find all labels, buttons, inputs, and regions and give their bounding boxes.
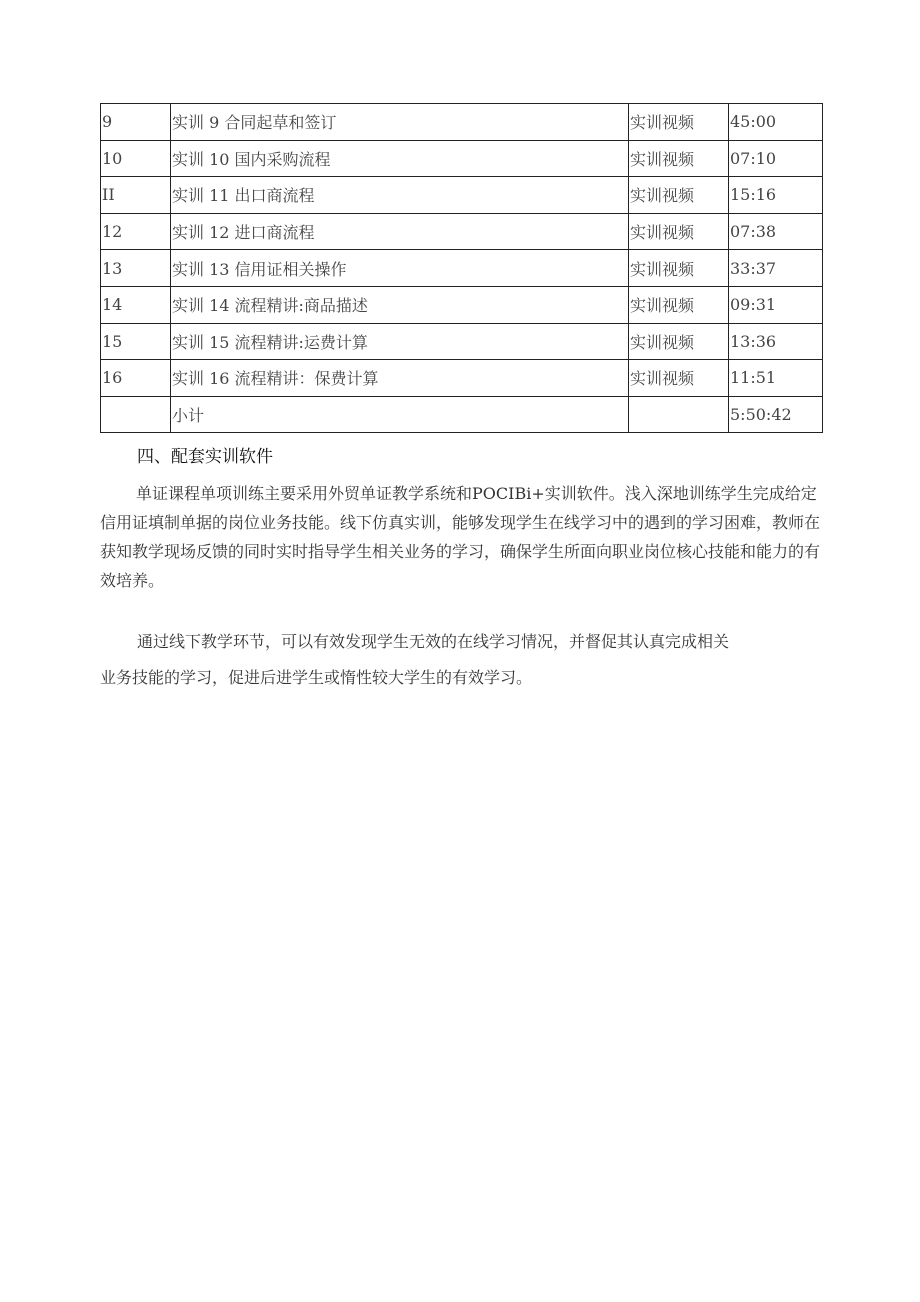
row-title: 实训 16 流程精讲：保费计算 (171, 360, 629, 397)
subtotal-type (629, 396, 729, 433)
row-title: 实训 12 进口商流程 (171, 213, 629, 250)
row-duration: 07:10 (729, 140, 823, 177)
section-heading: 四、配套实训软件 (137, 447, 273, 467)
row-title: 实训 14 流程精讲:商品描述 (171, 286, 629, 323)
subtotal-number (101, 396, 171, 433)
course-video-table (100, 103, 823, 433)
row-number: 13 (101, 250, 171, 287)
row-duration: 45:00 (729, 104, 823, 141)
table-row (101, 286, 823, 323)
row-duration: 33:37 (729, 250, 823, 287)
table-row (101, 213, 823, 250)
row-type: 实训视频 (629, 323, 729, 360)
row-duration: 15:16 (729, 177, 823, 214)
row-number: 16 (101, 360, 171, 397)
row-type: 实训视频 (629, 140, 729, 177)
table-row (101, 360, 823, 397)
row-number: 9 (101, 104, 171, 141)
table-row (101, 250, 823, 287)
row-type: 实训视频 (629, 250, 729, 287)
row-type: 实训视频 (629, 286, 729, 323)
table-row (101, 104, 823, 141)
row-number: 15 (101, 323, 171, 360)
row-title: 实训 15 流程精讲:运费计算 (171, 323, 629, 360)
row-duration: 07:38 (729, 213, 823, 250)
paragraph-software: 单证课程单项训练主要采用外贸单证教学系统和POCIBi+实训软件。浅入深地训练学生完成给定信用证填制单据的岗位业务技能。线下仿真实训，能够发现学生在线学习中的遇到的学习困难，教师在获知教学现场反馈的同时实时指导学生相关业务的学习，确保学生所面向职业岗位核心技能和能力的有效培养。 (100, 484, 821, 590)
row-type: 实训视频 (629, 213, 729, 250)
table-row (101, 140, 823, 177)
row-type: 实训视频 (629, 104, 729, 141)
row-duration: 11:51 (729, 360, 823, 397)
row-title: 实训 11 出口商流程 (171, 177, 629, 214)
row-type: 实训视频 (629, 177, 729, 214)
row-number: 10 (101, 140, 171, 177)
subtotal-duration: 5:50:42 (729, 396, 823, 433)
subtotal-row (101, 396, 823, 433)
row-number: 14 (101, 286, 171, 323)
row-title: 实训 13 信用证相关操作 (171, 250, 629, 287)
subtotal-label: 小计 (171, 396, 629, 433)
paragraph-offline-line2: 业务技能的学习，促进后进学生或惰性较大学生的有效学习。 (100, 668, 533, 687)
row-duration: 09:31 (729, 286, 823, 323)
paragraph-offline-line1: 通过线下教学环节，可以有效发现学生无效的在线学习情况，并督促其认真完成相关 (137, 632, 730, 651)
row-title: 实训 10 国内采购流程 (171, 140, 629, 177)
table-row (101, 323, 823, 360)
row-duration: 13:36 (729, 323, 823, 360)
row-type: 实训视频 (629, 360, 729, 397)
row-title: 实训 9 合同起草和签订 (171, 104, 629, 141)
row-number: 12 (101, 213, 171, 250)
row-number: II (101, 177, 171, 214)
table-row (101, 177, 823, 214)
